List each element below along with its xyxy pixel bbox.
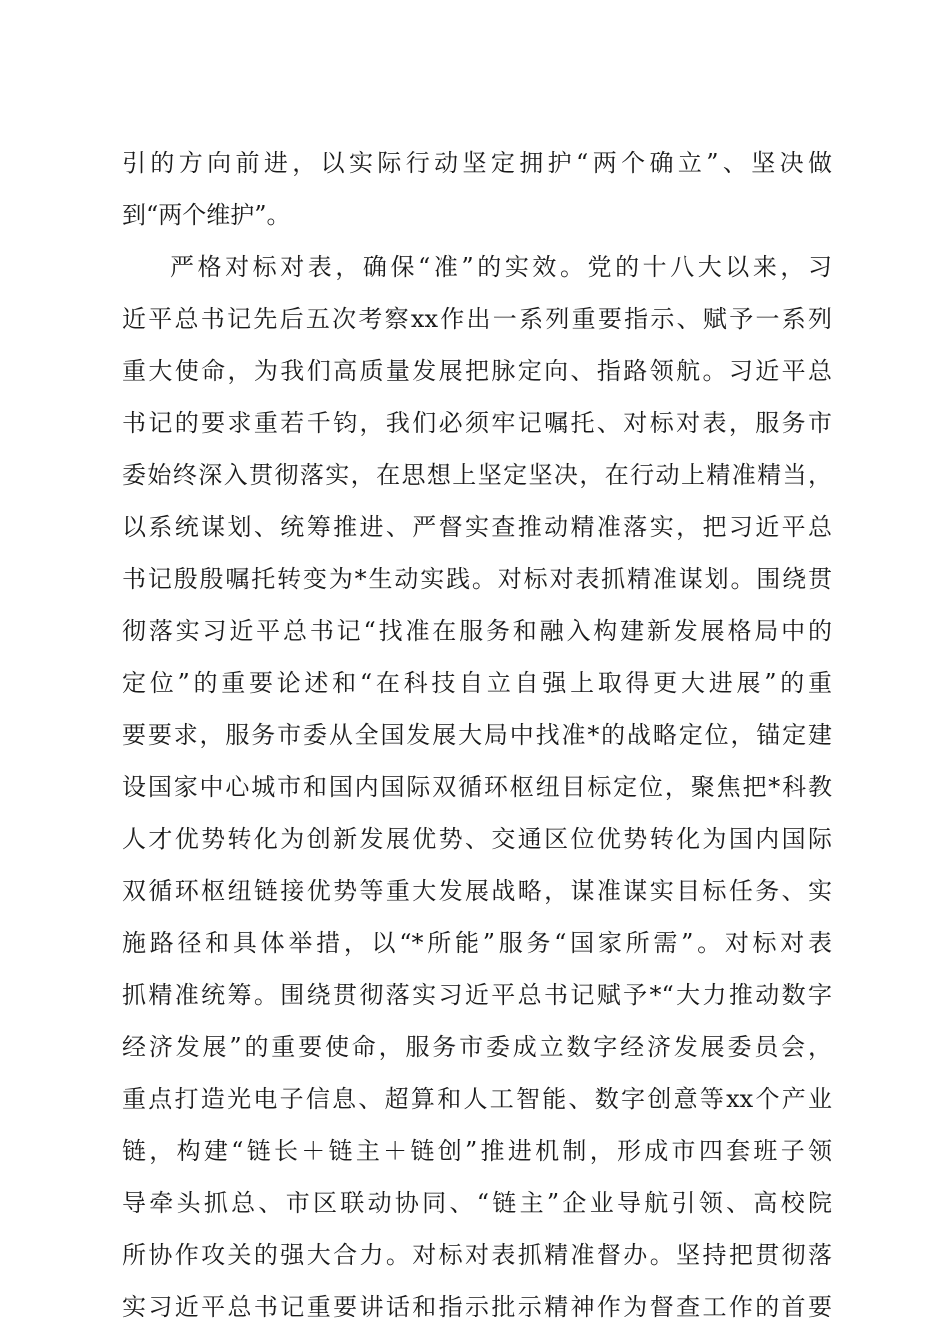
text-line: 链，构建“链长＋链主＋链创”推进机制，形成市四套班子领 bbox=[122, 1137, 832, 1165]
paragraph-1 bbox=[122, 137, 832, 241]
text-line: 引的方向前进，以实际行动坚定拥护“两个确立”、坚决做 bbox=[122, 149, 832, 177]
text-line: 要要求，服务市委从全国发展大局中找准*的战略定位，锚定建 bbox=[122, 721, 832, 749]
text-line: 设国家中心城市和国内国际双循环枢纽目标定位，聚焦把*科教 bbox=[122, 773, 832, 801]
text-line: 严格对标对表，确保“准”的实效。党的十八大以来，习 bbox=[170, 253, 832, 281]
text-line: 重大使命，为我们高质量发展把脉定向、指路领航。习近平总 bbox=[122, 357, 832, 385]
text-line: 导牵头抓总、市区联动协同、“链主”企业导航引领、高校院 bbox=[122, 1189, 832, 1217]
text-line: 到“两个维护”。 bbox=[122, 201, 291, 229]
text-line: 书记殷殷嘱托转变为*生动实践。对标对表抓精准谋划。围绕贯 bbox=[122, 565, 832, 593]
text-line: 书记的要求重若千钧，我们必须牢记嘱托、对标对表，服务市 bbox=[122, 409, 832, 437]
text-line: 人才优势转化为创新发展优势、交通区位优势转化为国内国际 bbox=[122, 825, 832, 853]
text-line: 以系统谋划、统筹推进、严督实查推动精准落实，把习近平总 bbox=[122, 513, 832, 541]
text-line: 实习近平总书记重要讲话和指示批示精神作为督查工作的首要 bbox=[122, 1293, 832, 1321]
text-line: 近平总书记先后五次考察xx作出一系列重要指示、赋予一系列 bbox=[122, 305, 832, 333]
text-line: 抓精准统筹。围绕贯彻落实习近平总书记赋予*“大力推动数字 bbox=[122, 981, 832, 1009]
text-line: 双循环枢纽链接优势等重大发展战略，谋准谋实目标任务、实 bbox=[122, 877, 832, 905]
body-text bbox=[122, 137, 832, 1333]
text-line: 委始终深入贯彻落实，在思想上坚定坚决，在行动上精准精当， bbox=[122, 461, 832, 489]
paragraph-2 bbox=[122, 241, 832, 1333]
text-line: 重点打造光电子信息、超算和人工智能、数字创意等xx个产业 bbox=[122, 1085, 832, 1113]
text-line: 经济发展”的重要使命，服务市委成立数字经济发展委员会， bbox=[122, 1033, 832, 1061]
text-line: 彻落实习近平总书记“找准在服务和融入构建新发展格局中的 bbox=[122, 617, 832, 645]
text-line: 定位”的重要论述和“在科技自立自强上取得更大进展”的重 bbox=[122, 669, 832, 697]
text-line: 所协作攻关的强大合力。对标对表抓精准督办。坚持把贯彻落 bbox=[122, 1241, 832, 1269]
text-line: 施路径和具体举措，以“*所能”服务“国家所需”。对标对表 bbox=[122, 929, 832, 957]
